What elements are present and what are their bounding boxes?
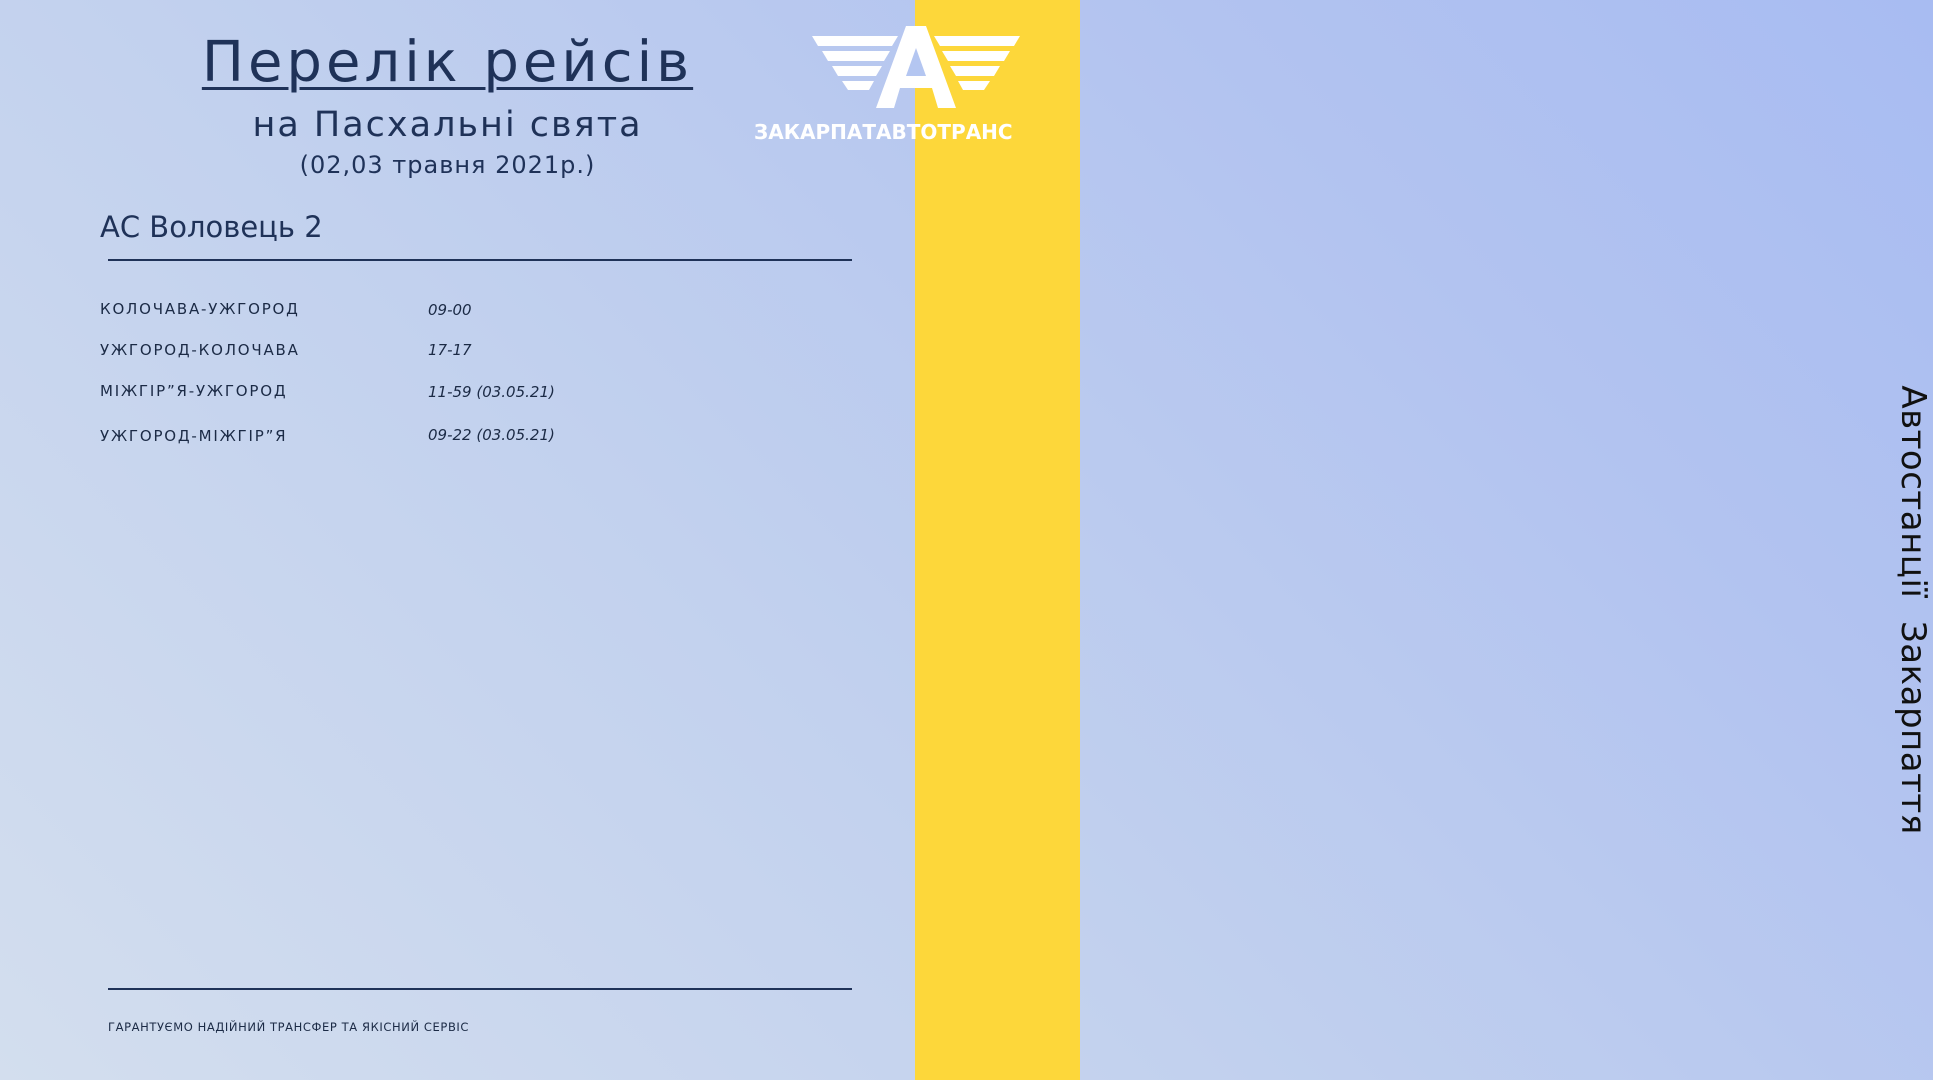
route-name: МІЖГІР”Я-УЖГОРОД bbox=[100, 382, 288, 400]
route-time: 09-00 bbox=[428, 301, 472, 319]
page-subtitle: на Пасхальні свята bbox=[252, 105, 643, 145]
date-range: (02,03 травня 2021р.) bbox=[299, 151, 596, 179]
route-name: УЖГОРОД-МІЖГІР”Я bbox=[100, 427, 288, 445]
route-time: 09-22 (03.05.21) bbox=[428, 426, 555, 444]
route-name: УЖГОРОД-КОЛОЧАВА bbox=[100, 341, 300, 359]
footer-slogan: ГАРАНТУЄМО НАДІЙНИЙ ТРАНСФЕР ТА ЯКІСНИЙ СЕРВІС bbox=[108, 1020, 470, 1034]
side-banner bbox=[915, 0, 1933, 1080]
page-title: Перелік рейсів bbox=[201, 30, 694, 95]
bottom-divider bbox=[108, 988, 852, 990]
brand-name: ЗАКАРПАТАВТОТРАНС bbox=[754, 120, 1013, 144]
route-name: КОЛОЧАВА-УЖГОРОД bbox=[100, 300, 300, 318]
side-banner-text: Автостанції Закарпаття bbox=[1893, 385, 1933, 835]
winged-a-logo-icon bbox=[812, 26, 1020, 110]
route-time: 11-59 (03.05.21) bbox=[428, 383, 555, 401]
top-divider bbox=[108, 259, 852, 261]
station-name: АС Воловець 2 bbox=[100, 210, 323, 244]
route-time: 17-17 bbox=[428, 341, 472, 359]
